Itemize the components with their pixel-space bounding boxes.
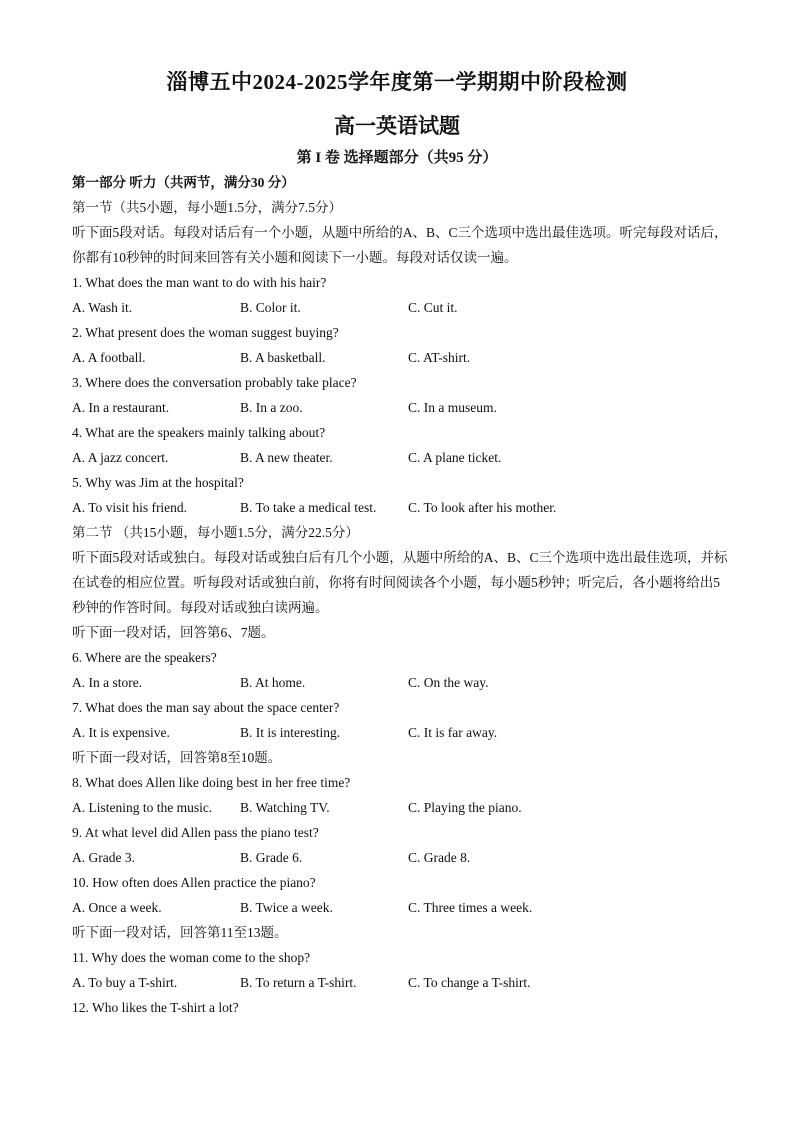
exam-subtitle: 高一英语试题 (334, 114, 460, 138)
option-c: C. To change a T-shirt. (408, 975, 531, 990)
dialogue-group (72, 620, 732, 745)
option-b: B. It is interesting. (240, 725, 341, 740)
question-text: 2. What present does the woman suggest buying? (72, 325, 339, 340)
option-a: A. It is expensive. (72, 725, 170, 740)
group-intro: 听下面一段对话，回答第8至10题。 (72, 750, 282, 765)
group-intro: 听下面一段对话，回答第11至13题。 (72, 925, 288, 940)
option-a: A. A jazz concert. (72, 450, 169, 465)
question-block (72, 695, 732, 745)
option-c: C. Playing the piano. (408, 800, 522, 815)
question-text: 1. What does the man want to do with his hair? (72, 275, 327, 290)
question-block (72, 820, 732, 870)
options-row (72, 495, 732, 520)
question-block (72, 470, 732, 520)
option-a: A. In a store. (72, 675, 143, 690)
option-a: A. To visit his friend. (72, 500, 188, 515)
option-b: B. Grade 6. (240, 850, 303, 865)
option-c: C. Cut it. (408, 300, 458, 315)
option-c: C. In a museum. (408, 400, 497, 415)
options-row (72, 795, 732, 820)
option-c: C. AT-shirt. (408, 350, 471, 365)
group-intro: 听下面一段对话，回答第6、7题。 (72, 625, 275, 640)
question-text: 10. How often does Allen practice the piano? (72, 875, 316, 890)
option-c: C. Three times a week. (408, 900, 533, 915)
question-block (72, 770, 732, 820)
option-a: A. A football. (72, 350, 146, 365)
question-block (72, 270, 732, 320)
question-text: 3. Where does the conversation probably take place? (72, 375, 357, 390)
option-b: B. Color it. (240, 300, 301, 315)
options-row (72, 345, 732, 370)
question-text: 8. What does Allen like doing best in her free time? (72, 775, 351, 790)
question-block (72, 995, 732, 1020)
option-c: C. Grade 8. (408, 850, 471, 865)
option-a: A. To buy a T-shirt. (72, 975, 178, 990)
options-row (72, 395, 732, 420)
options-row (72, 845, 732, 870)
exam-title: 淄博五中2024-2025学年度第一学期期中阶段检测 (166, 70, 628, 94)
option-b: B. At home. (240, 675, 306, 690)
dialogue-group (72, 745, 732, 920)
question-text: 12. Who likes the T-shirt a lot? (72, 1000, 239, 1015)
options-row (72, 670, 732, 695)
question-text: 6. Where are the speakers? (72, 650, 217, 665)
question-block (72, 645, 732, 695)
section1-instructions: 听下面5段对话。每段对话后有一个小题，从题中所给的A、B、C三个选项中选出最佳选项。听完每段对话后，你都有10秒钟的时间来回答有关小题和阅读下一小题。每段对话仅读一遍。 (72, 225, 728, 265)
option-a: A. Listening to the music. (72, 800, 213, 815)
option-c: C. It is far away. (408, 725, 498, 740)
question-block (72, 320, 732, 370)
option-c: C. A plane ticket. (408, 450, 502, 465)
option-c: C. On the way. (408, 675, 489, 690)
options-row (72, 445, 732, 470)
question-block (72, 420, 732, 470)
exam-content (72, 170, 732, 1020)
question-text: 9. At what level did Allen pass the piano test? (72, 825, 319, 840)
question-text: 4. What are the speakers mainly talking about? (72, 425, 326, 440)
option-b: B. A new theater. (240, 450, 333, 465)
question-text: 11. Why does the woman come to the shop? (72, 950, 311, 965)
option-a: A. Once a week. (72, 900, 162, 915)
option-a: A. Wash it. (72, 300, 133, 315)
question-block (72, 370, 732, 420)
question-block (72, 870, 732, 920)
option-b: B. To return a T-shirt. (240, 975, 357, 990)
question-text: 5. Why was Jim at the hospital? (72, 475, 244, 490)
section1-questions (72, 270, 732, 520)
option-b: B. Watching TV. (240, 800, 330, 815)
section1-heading: 第一节（共5小题，每小题1.5分，满分7.5分） (72, 200, 342, 215)
options-row (72, 895, 732, 920)
options-row (72, 295, 732, 320)
volume-heading: 第 I 卷 选择题部分（共95 分） (296, 150, 498, 166)
option-b: B. Twice a week. (240, 900, 333, 915)
options-row (72, 720, 732, 745)
question-text: 7. What does the man say about the space center? (72, 700, 340, 715)
section2-instructions: 听下面5段对话或独白。每段对话或独白后有几个小题，从题中所给的A、B、C三个选项中选出最佳选项，并标在试卷的相应位置。听每段对话或独白前，你将有时间阅读各个小题，每小题5秒钟；听完后，各小题将给出5秒钟的作答时间。每段对话或独白读两遍。 (72, 550, 728, 615)
option-a: A. In a restaurant. (72, 400, 170, 415)
section2-heading: 第二节 （共15小题，每小题1.5分，满分22.5分） (72, 525, 359, 540)
option-a: A. Grade 3. (72, 850, 135, 865)
part1-heading: 第一部分 听力（共两节，满分30 分） (72, 175, 295, 190)
option-c: C. To look after his mother. (408, 500, 557, 515)
options-row (72, 970, 732, 995)
dialogue-group (72, 920, 732, 1020)
option-b: B. In a zoo. (240, 400, 303, 415)
option-b: B. A basketball. (240, 350, 326, 365)
option-b: B. To take a medical test. (240, 500, 377, 515)
question-block (72, 945, 732, 995)
